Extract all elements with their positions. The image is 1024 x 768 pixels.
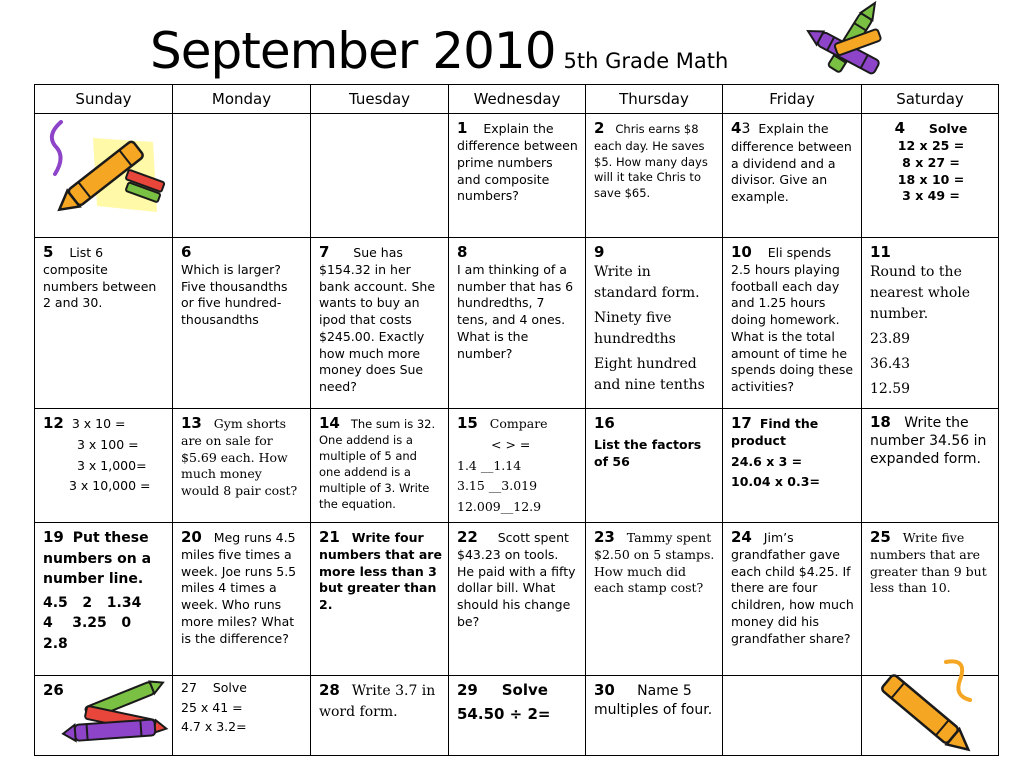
problem-line: Eight hundred and nine tenths — [594, 355, 705, 393]
problem-line: 2.8 — [43, 635, 68, 652]
problem-line: 3 x 10 = — [71, 415, 126, 431]
day-label: Solve — [212, 679, 247, 695]
day-label: Compare — [489, 415, 548, 431]
problem-line: Round to the nearest whole number. — [870, 263, 971, 322]
day-number-extra: 3 — [741, 121, 751, 137]
weekday-sunday: Sunday — [35, 85, 173, 114]
empty-day-cell — [173, 114, 311, 238]
day-cell-8 — [449, 237, 586, 408]
day-cell-10 — [723, 237, 862, 408]
day-prompt: $43.23 on tools. He paid with a fifty dollar bill. What should his change be? — [457, 546, 576, 629]
day-cell-1 — [449, 114, 586, 238]
day-prompt: Write five numbers that are greater than 9 but less than 10. — [870, 529, 987, 596]
day-number: 12 — [43, 413, 64, 432]
day-number: 26 — [43, 680, 64, 699]
day-prompt: Name 5 multiples of four. — [594, 682, 713, 719]
day-label: Solve — [501, 680, 548, 699]
day-cell-18 — [862, 408, 999, 522]
day-label: List 6 — [69, 244, 104, 260]
day-number: 30 — [594, 680, 615, 699]
day-number: 18 — [870, 412, 891, 431]
day-number: 9 — [594, 242, 605, 261]
day-cell-3 — [723, 114, 862, 238]
day-number: 27 — [181, 679, 197, 695]
day-number: 29 — [457, 680, 478, 699]
weekday-saturday: Saturday — [862, 85, 999, 114]
pencil-icon — [35, 114, 173, 232]
problem-line: 4.5 2 1.34 — [43, 595, 142, 612]
problem-line: Ninety five hundredths — [594, 309, 676, 347]
day-number: 4 — [731, 119, 742, 137]
day-cell-19 — [35, 522, 173, 675]
day-cell-24 — [723, 522, 862, 675]
day-prompt: composite numbers between 2 and 30. — [43, 261, 157, 311]
day-label: Sue has — [353, 244, 403, 260]
problem-line: 10.04 x 0.3= — [731, 474, 820, 490]
problem-line: 4.7 x 3.2= — [181, 719, 247, 735]
problem-line: 3 x 1,000= — [77, 457, 147, 473]
problem-line: 25 x 41 = — [181, 699, 243, 715]
day-prompt: $154.32 in her bank account. She wants to buy an ipod that costs $245.00. Exactly how much more money does Sue need? — [319, 261, 436, 395]
title-subject: 5th Grade Math — [563, 49, 729, 73]
day-prompt: Write the number 34.56 in expanded form. — [870, 414, 987, 468]
day-cell-17 — [723, 408, 862, 522]
problem-line: 3 x 100 = — [77, 436, 139, 452]
problem-line: 4 3.25 0 — [43, 615, 132, 632]
week-row — [35, 522, 999, 675]
weekday-header-row — [35, 85, 999, 114]
day-prompt: Meg runs 4.5 miles five times a week. Joe runs 5.5 miles 4 times a week. Who runs more miles? What is the difference? — [181, 529, 297, 646]
problem-line: 54.50 ÷ 2= — [457, 704, 551, 723]
day-number: 19 — [43, 527, 64, 546]
problem-line: 24.6 x 3 = — [731, 453, 803, 469]
problem-line: 3 x 10,000 = — [69, 478, 151, 494]
problem-line: 18 x 10 = — [897, 171, 965, 187]
problem-line: < > = — [491, 436, 531, 452]
day-number: 25 — [870, 527, 891, 546]
day-cell-28 — [311, 675, 449, 755]
weekday-tuesday: Tuesday — [311, 85, 449, 114]
day-number: 2 — [594, 119, 605, 137]
day-number: 5 — [43, 242, 54, 261]
calendar-table — [34, 84, 999, 756]
day-number: 24 — [731, 527, 752, 546]
day-number: 8 — [457, 242, 468, 261]
problem-line: Write in standard form. — [594, 263, 700, 301]
day-cell-13 — [173, 408, 311, 522]
problem-line: 23.89 — [870, 330, 911, 347]
problem-line: 36.43 — [870, 355, 911, 372]
day-label: Scott spent — [497, 529, 569, 545]
day-label: Eli spends — [767, 244, 832, 260]
crayons-icon — [798, 0, 908, 80]
empty-day-cell — [311, 114, 449, 238]
day-number: 14 — [319, 413, 340, 432]
day-prompt: I am thinking of a number that has 6 hundredths, 7 tens, and 4 ones. What is the number? — [457, 261, 574, 361]
day-number: 22 — [457, 527, 478, 546]
problem-line: 3.15 __3.019 — [457, 478, 538, 494]
day-cell-14 — [311, 408, 449, 522]
empty-day-cell — [723, 675, 862, 755]
day-cell-5 — [35, 237, 173, 408]
day-cell-12 — [35, 408, 173, 522]
day-label: Solve — [928, 121, 968, 136]
day-number: 13 — [181, 413, 202, 432]
weekday-wednesday: Wednesday — [449, 85, 586, 114]
day-number: 10 — [731, 242, 752, 261]
day-cell-29 — [449, 675, 586, 755]
problem-line: 1.4 __1.14 — [457, 457, 522, 473]
day-prompt: Jim’s grandfather gave each child $4.25. If there are four children, how much money did his grandfather share? — [731, 529, 854, 646]
problem-line: 8 x 27 = — [902, 154, 960, 170]
day-prompt: Write four numbers that are more less than 3 but greater than 2. — [319, 529, 442, 613]
day-number: 15 — [457, 413, 478, 432]
day-number: 6 — [181, 242, 192, 261]
day-number: 23 — [594, 527, 615, 546]
day-label: Find the product — [731, 415, 819, 448]
day-cell-22 — [449, 522, 586, 675]
day-prompt: The sum is 32. One addend is a multiple of 5 and one addend is a multiple of 3. Write the equation. — [319, 416, 436, 511]
day-cell-11 — [862, 237, 999, 408]
day-prompt: List the factors of 56 — [594, 436, 702, 469]
problem-line: 3 x 49 = — [902, 188, 960, 204]
day-number: 4 — [894, 119, 906, 137]
day-label: Put these numbers on a number line. — [43, 529, 152, 587]
day-number: 21 — [319, 527, 340, 546]
day-prompt: Explain the difference between a dividend and a divisor. Give an example. — [731, 121, 852, 204]
day-cell-16 — [586, 408, 723, 522]
day-number: 11 — [870, 242, 891, 261]
crayon-icon — [858, 640, 998, 762]
day-prompt: 2.5 hours playing football each day and 1.25 hours doing homework. What is the total amount of time he spends doing these activities? — [731, 261, 854, 395]
day-prompt: Which is larger? Five thousandths or five hundred-thousandths — [181, 261, 288, 328]
week-row — [35, 237, 999, 408]
day-cell-30 — [586, 675, 723, 755]
day-cell-4 — [862, 114, 999, 238]
day-prompt: Write 3.7 in word form. — [319, 682, 436, 720]
problem-line: 12.59 — [870, 380, 911, 397]
week-row — [35, 675, 999, 755]
day-cell-20 — [173, 522, 311, 675]
day-cell-26 — [35, 675, 173, 755]
problem-line: 12.009__12.9 — [457, 499, 542, 515]
day-cell-15 — [449, 408, 586, 522]
weekday-friday: Friday — [723, 85, 862, 114]
day-cell-9 — [586, 237, 723, 408]
day-cell-27 — [173, 675, 311, 755]
day-number: 17 — [731, 413, 752, 432]
day-cell-2 — [586, 114, 723, 238]
day-cell-21 — [311, 522, 449, 675]
day-number: 1 — [457, 119, 468, 137]
day-cell-23 — [586, 522, 723, 675]
crayons-icon — [61, 678, 171, 752]
day-prompt: Chris earns $8 each day. He saves $5. How many days will it take Chris to save $65. — [594, 122, 708, 201]
title-month: September 2010 — [150, 22, 556, 80]
problem-line: 12 x 25 = — [897, 138, 965, 154]
day-cell-7 — [311, 237, 449, 408]
week-row — [35, 114, 999, 238]
day-number: 20 — [181, 527, 202, 546]
day-prompt: Tammy spent $2.50 on 5 stamps. How much did each stamp cost? — [594, 529, 715, 596]
day-prompt: Explain the difference between prime numbers and composite numbers? — [457, 121, 578, 204]
page-title — [150, 22, 728, 80]
weekday-thursday: Thursday — [586, 85, 723, 114]
day-prompt: Gym shorts are on sale for $5.69 each. How much money would 8 pair cost? — [181, 415, 298, 499]
empty-day-cell — [35, 114, 173, 238]
day-number: 16 — [594, 413, 615, 432]
weekday-monday: Monday — [173, 85, 311, 114]
week-row — [35, 408, 999, 522]
day-number: 7 — [319, 242, 330, 261]
day-cell-6 — [173, 237, 311, 408]
day-number: 28 — [319, 680, 340, 699]
